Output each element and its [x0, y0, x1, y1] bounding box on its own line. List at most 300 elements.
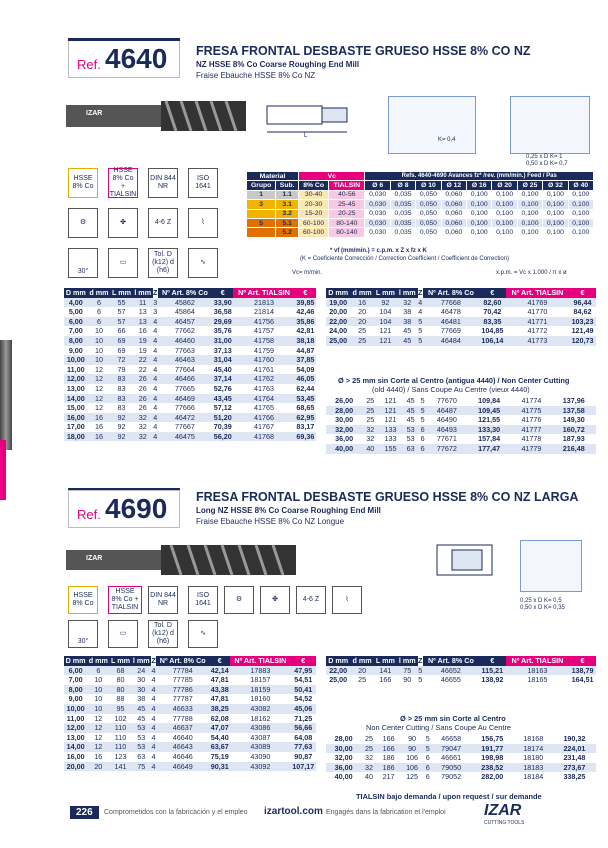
table-cell: 121: [374, 336, 397, 346]
tool-drawing-4640: [252, 98, 362, 138]
table-cell: 4: [418, 307, 423, 317]
col-header-art: Nº Art. 8% Co: [423, 656, 479, 666]
table-cell: 38: [403, 307, 412, 317]
table-cell: 21813: [233, 298, 294, 308]
col-header-eur2: €: [569, 288, 596, 298]
table-cell: 25: [358, 326, 367, 336]
table-cell: 103,23: [569, 317, 596, 327]
table-cell: 156,75: [481, 734, 504, 743]
table-cell: 80: [109, 685, 131, 695]
table-cell: 53: [132, 723, 151, 733]
table-cell: 155: [378, 444, 402, 454]
spec-hsse-2: HSSE 8% Co: [68, 586, 98, 614]
table-row: [64, 723, 316, 733]
table-cell: 41761: [254, 364, 274, 374]
table-cell: 8,00: [64, 336, 88, 346]
k-label-04: K= 0,4: [438, 137, 456, 143]
table-cell: 110: [109, 723, 131, 733]
mat-cell: 0,030: [365, 228, 390, 237]
table-cell: 53,45: [296, 393, 315, 403]
table-row: [64, 666, 316, 676]
table-cell: 107,17: [292, 761, 315, 771]
table-cell: 43090: [250, 751, 271, 761]
table-cell: 56,20: [213, 431, 232, 441]
table-cell: 104: [379, 307, 392, 317]
table-cell: 10: [88, 355, 111, 365]
table-cell: 16: [88, 432, 111, 442]
table-row: [326, 317, 596, 327]
izar-logo: [484, 802, 524, 826]
table-note-5: TIALSIN bajo demanda / upon request / sur demande: [356, 792, 542, 801]
table-4690-right-2: [326, 734, 596, 782]
table-cell: 13: [138, 307, 147, 317]
title-en-4690: Long NZ HSSE 8% Co Coarse Roughing End Mill: [196, 506, 381, 515]
table-cell: 13,00: [66, 383, 85, 393]
table-cell: 19: [133, 336, 153, 346]
col-header-eur: €: [479, 656, 506, 666]
mat-cell: 0,100: [517, 228, 542, 237]
table-cell: 45864: [174, 307, 195, 317]
cut-diagram-long: [520, 540, 582, 592]
table-cell: 64,08: [294, 732, 313, 742]
table-cell: 19: [138, 345, 147, 355]
mat-cell: 0,100: [492, 218, 517, 227]
table-cell: 109,45: [467, 406, 511, 416]
table-note-2: (old 4440) / Sans Coupe Au Centre (vieux 4440): [372, 385, 530, 394]
table-cell: 88: [116, 694, 125, 704]
table-cell: 24: [132, 666, 151, 676]
table-cell: 45,40: [213, 364, 232, 374]
table-cell: 4: [151, 742, 156, 752]
table-row: [64, 752, 316, 762]
mat-cell: 0,100: [543, 218, 568, 227]
table-cell: 46640: [172, 732, 193, 742]
profile-icon: ⌇: [188, 208, 218, 238]
table-cell: 32: [397, 298, 417, 308]
table-row: [64, 714, 316, 724]
table-cell: 5: [419, 406, 427, 416]
table-cell: 38,25: [210, 703, 229, 713]
wave-icon-2: ∿: [188, 620, 218, 648]
table-cell: 121: [378, 406, 402, 416]
table-cell: 50,41: [290, 685, 316, 695]
table-cell: 186: [382, 753, 395, 763]
table-cell: 90: [403, 675, 412, 685]
table-cell: 83: [110, 374, 133, 384]
mat-cell: 0,030: [365, 218, 390, 227]
table-cell: 104,85: [481, 326, 504, 336]
table-cell: 4: [153, 335, 158, 345]
title-4640: FRESA FRONTAL DESBASTE GRUESO HSSE 8% CO NZ: [196, 44, 531, 58]
col-header-z: Z: [153, 288, 158, 297]
table-cell: 83,35: [479, 317, 506, 327]
col-header-D: D mm: [326, 656, 350, 666]
table-cell: 166: [382, 734, 395, 743]
table-row: [326, 434, 596, 444]
title-en-4640: NZ HSSE 8% Co Coarse Roughing End Mill: [196, 60, 360, 69]
mat-note-2: (K = Coeficiente Corrección / Correction Coefficient / Coefficient de Correction): [300, 256, 510, 262]
profile-icon-2: ⌇: [332, 586, 362, 614]
table-cell: 62,08: [210, 713, 229, 723]
col-header-art: Nº Art. 8% Co: [423, 288, 479, 298]
col-header-D: D mm: [326, 288, 350, 298]
logo-text: IZAR: [484, 802, 522, 819]
table-cell: 46,05: [296, 374, 315, 384]
table-cell: 177,47: [467, 444, 511, 454]
table-cell: 92: [117, 422, 126, 432]
table-cell: 5,00: [68, 307, 83, 317]
table-cell: 43087: [250, 732, 271, 742]
table-row: [64, 298, 316, 308]
table-cell: 35,86: [296, 316, 315, 326]
table-cell: 4: [153, 412, 158, 422]
table-cell: 10: [94, 345, 103, 355]
table-cell: 5: [418, 675, 423, 685]
table-cell: 4: [151, 684, 156, 694]
table-cell: 77662: [174, 326, 195, 336]
table-cell: 77785: [172, 675, 193, 685]
table-cell: 4: [151, 751, 156, 761]
mat-cell: 60-100: [299, 228, 329, 237]
table-cell: 10,00: [64, 355, 88, 365]
table-cell: 157,84: [478, 434, 501, 444]
mat-cell: 0,100: [543, 200, 568, 209]
col-header-z: Z: [151, 656, 156, 665]
footer-right: Engagés dans la fabrication et l'emploi: [326, 809, 446, 816]
table-cell: 110: [109, 742, 131, 752]
table-cell: 46490: [436, 415, 457, 425]
table-cell: 16: [138, 326, 147, 336]
table-cell: 4: [151, 675, 156, 685]
table-row: [64, 384, 316, 394]
table-cell: 4: [153, 422, 158, 432]
mat-cell: 0,100: [492, 190, 517, 199]
table-cell: 82,60: [479, 298, 506, 308]
table-cell: 14,00: [64, 394, 88, 404]
table-cell: 16,00: [66, 751, 85, 761]
table-cell: 26: [138, 403, 147, 413]
ref-label: Ref.: [77, 507, 101, 522]
table-cell: 46481: [423, 317, 479, 327]
mat-cell: 0,100: [568, 200, 593, 209]
table-cell: 4: [151, 732, 156, 742]
table-cell: 71,25: [294, 713, 313, 723]
table-cell: 90: [408, 734, 417, 743]
mat-cell: 0,050: [416, 218, 441, 227]
table-cell: 12,00: [64, 723, 87, 733]
col-header-art2: Nº Art. TIALSIN: [506, 656, 569, 666]
table-cell: 141: [374, 666, 397, 676]
table-cell: 43082: [230, 704, 290, 714]
col-header-art2: Nº Art. TIALSIN: [233, 288, 294, 298]
table-cell: 4: [153, 374, 158, 384]
table-cell: 77668: [423, 298, 479, 308]
mat-col: Ø 10: [416, 181, 441, 190]
k-label-07: 0,50 x D K= 0,7: [526, 161, 568, 167]
table-cell: 41771: [506, 317, 569, 327]
table-cell: 40,00: [334, 772, 353, 782]
mat-row: [247, 200, 594, 209]
table-cell: 46646: [172, 751, 193, 761]
mat-cell: 0,050: [416, 228, 441, 237]
mat-col: Ø 6: [365, 181, 390, 190]
table-cell: 22,00: [326, 666, 350, 676]
table-cell: 36,00: [335, 434, 354, 444]
table-cell: 32: [133, 413, 153, 423]
table-cell: 187,93: [562, 434, 585, 444]
table-cell: 32: [361, 763, 377, 773]
table-row: [64, 733, 316, 743]
table-cell: 5: [425, 743, 430, 753]
table-cell: 216,48: [552, 444, 596, 454]
table-cell: 79052: [441, 772, 462, 782]
table-row: [64, 374, 316, 384]
table-cell: 10: [88, 336, 111, 346]
table-cell: 18183: [514, 763, 553, 773]
table-cell: 4: [153, 345, 158, 355]
table-row: [64, 346, 316, 356]
table-cell: 79047: [432, 744, 471, 754]
table-row: [64, 422, 316, 432]
table-cell: 31,00: [213, 335, 232, 345]
table-cell: 46637: [156, 723, 209, 733]
col-header-z: Z: [418, 656, 423, 665]
col-header-eur2: €: [290, 656, 316, 666]
table-cell: 18160: [250, 694, 271, 704]
table-cell: 10: [87, 685, 109, 695]
table-cell: 133,30: [467, 425, 511, 435]
mat-row: [247, 190, 594, 199]
table-cell: 13: [133, 317, 153, 327]
cross-section-icon: ✤: [108, 208, 138, 238]
table-row: [64, 403, 316, 413]
table-cell: 41776: [521, 415, 542, 425]
side-stripe: [0, 440, 6, 500]
table-row: [64, 394, 316, 404]
table-row: [326, 406, 596, 416]
table-cell: 25: [361, 744, 377, 754]
table-cell: 20: [350, 666, 373, 676]
col-header-l: l mm: [398, 288, 416, 297]
mat-cell: 60-100: [299, 218, 329, 227]
table-row: [326, 425, 596, 435]
table-cell: 12: [94, 364, 103, 374]
spec-tolerance: Tol. D (k12) d (h6): [148, 248, 178, 278]
table-row: [64, 336, 316, 346]
table-cell: 41762: [233, 374, 294, 384]
table-cell: 28,00: [326, 406, 362, 416]
table-cell: 16: [94, 422, 103, 432]
table-cell: 138,79: [569, 666, 596, 676]
table-cell: 3: [153, 307, 158, 317]
table-cell: 53: [406, 434, 415, 444]
table-row: [64, 762, 316, 772]
mat-h1: Material: [247, 172, 299, 181]
col-header-eur: €: [479, 288, 506, 298]
table-cell: 160,72: [552, 425, 596, 435]
table-cell: 32: [362, 425, 378, 435]
table-cell: 75,19: [210, 751, 229, 761]
table-cell: 69: [117, 345, 126, 355]
mat-cell: 5.1: [276, 218, 299, 227]
table-cell: 41765: [254, 403, 274, 413]
table-cell: 79: [117, 364, 126, 374]
table-4640-left: [64, 288, 316, 441]
table-cell: 4: [153, 383, 158, 393]
mat-cell: 1: [247, 190, 276, 199]
cut-diagram-full: [388, 96, 476, 154]
table-row: [326, 326, 596, 336]
table-row: [326, 336, 596, 346]
coating-icon: ⚙: [68, 208, 98, 238]
table-cell: 6: [425, 762, 430, 772]
mat-cell: 0,035: [390, 228, 415, 237]
mat-col: Ø 8: [390, 181, 415, 190]
table-cell: 4: [153, 316, 158, 326]
table-cell: 90,31: [210, 761, 229, 771]
table-cell: 190,32: [563, 734, 586, 743]
table-cell: 25,00: [326, 336, 350, 346]
mat-cell: 3.2: [276, 209, 299, 218]
col-header-art: Nº Art. 8% Co: [158, 288, 212, 298]
col-header-eur2: €: [295, 288, 316, 298]
table-cell: 12: [87, 742, 109, 752]
col-header-l: l mm: [134, 288, 152, 297]
table-cell: 149,30: [562, 415, 585, 425]
table-cell: 40: [365, 772, 374, 782]
table-cell: 4: [151, 694, 156, 704]
table-cell: 56,66: [290, 723, 316, 733]
table-cell: 46484: [423, 336, 479, 346]
table-cell: 46475: [158, 432, 212, 442]
table-cell: 46460: [158, 336, 212, 346]
mat-row: [247, 209, 594, 218]
table-cell: 35,76: [213, 326, 232, 336]
table-cell: 217: [382, 772, 395, 782]
mat-row: [247, 218, 594, 227]
table-row: [326, 444, 596, 454]
title-4690: FRESA FRONTAL DESBASTE GRUESO HSSE 8% CO NZ LARGA: [196, 490, 579, 504]
col-header-eur2: €: [569, 656, 596, 666]
table-cell: 21814: [254, 307, 274, 317]
table-cell: 12,00: [64, 374, 88, 384]
table-cell: 133: [384, 434, 397, 444]
mat-cell: 0,030: [365, 209, 390, 218]
table-cell: 68,65: [296, 403, 315, 413]
mat-cell: 0,060: [441, 218, 466, 227]
table-cell: 63: [403, 444, 419, 454]
table-cell: 4: [153, 364, 158, 374]
table-cell: 45: [406, 415, 415, 425]
table-cell: 32: [365, 753, 374, 763]
table-cell: 96,44: [569, 298, 596, 308]
table-cell: 77669: [440, 326, 461, 336]
table-cell: 30: [137, 675, 146, 685]
table-cell: 11,00: [67, 364, 85, 374]
table-row: [64, 694, 316, 704]
table-cell: 43092: [230, 762, 290, 772]
ref-number: 4690: [105, 493, 168, 524]
table-cell: 41759: [254, 345, 274, 355]
table-cell: 6: [96, 307, 101, 317]
table-cell: 16: [94, 751, 103, 761]
table-cell: 77671: [436, 434, 457, 444]
spec-iso-2: ISO 1641: [188, 586, 218, 614]
table-4690-right: [326, 656, 596, 685]
table-cell: 6: [88, 317, 111, 327]
table-cell: 6: [420, 434, 425, 444]
table-row: [326, 415, 596, 425]
table-cell: 18180: [523, 753, 544, 763]
table-cell: 238,52: [471, 763, 514, 773]
table-cell: 6: [88, 298, 111, 308]
table-cell: 37,13: [213, 345, 232, 355]
table-cell: 54,40: [210, 732, 229, 742]
table-row: [64, 317, 316, 327]
table-cell: 20,00: [64, 762, 87, 772]
table-cell: 25: [366, 396, 375, 405]
col-header-eur: €: [209, 656, 230, 666]
table-4690-left: [64, 656, 316, 771]
table-cell: 41764: [233, 394, 294, 404]
mat-cell: 0,035: [390, 218, 415, 227]
table-cell: 164,51: [571, 675, 594, 685]
table-cell: 41763: [254, 383, 274, 393]
table-cell: 46661: [441, 753, 462, 763]
table-cell: 41777: [511, 425, 551, 435]
table-cell: 282,00: [481, 772, 504, 782]
mat-cell: 15-20: [299, 209, 329, 218]
spec-hsse: HSSE 8% Co: [68, 168, 98, 198]
table-cell: 55: [110, 298, 133, 308]
table-cell: 26: [133, 374, 153, 384]
mat-cell: 25-45: [329, 200, 365, 209]
table-cell: 77672: [427, 444, 467, 454]
table-cell: 45: [132, 704, 151, 714]
spec-flutes: 4-6 Z: [148, 208, 178, 238]
table-row: [326, 772, 596, 782]
mat-cell: 0,100: [467, 228, 492, 237]
mat-cell: 0,050: [416, 200, 441, 209]
table-cell: 6: [87, 666, 109, 676]
col-header-D: D mm: [65, 288, 86, 297]
table-cell: 77670: [436, 396, 457, 405]
table-cell: 37,85: [296, 355, 315, 365]
table-cell: 45862: [158, 298, 212, 308]
table-cell: 62,44: [296, 383, 315, 393]
table-cell: 22: [133, 355, 153, 365]
table-cell: 138,92: [481, 675, 504, 685]
col-header-art2: Nº Art. TIALSIN: [506, 288, 569, 298]
col-header-z: Z: [418, 288, 423, 297]
mat-cell: 0,035: [390, 200, 415, 209]
footer-site[interactable]: izartool.com: [264, 806, 323, 817]
table-cell: 32,00: [334, 753, 353, 763]
helix-icon: 30°: [68, 248, 98, 278]
table-cell: 4: [151, 665, 156, 675]
table-cell: 137,58: [552, 406, 596, 416]
tool-drawing-4690: [432, 540, 502, 590]
col-header-d: d mm: [88, 656, 108, 665]
table-cell: 41779: [511, 444, 551, 454]
table-cell: 57: [110, 317, 133, 327]
mat-cell: [247, 228, 276, 237]
table-cell: 4: [153, 431, 158, 441]
table-cell: 46643: [156, 742, 209, 752]
table-note-4: Non Center Cutting / Sans Coupe Au Centre: [366, 723, 512, 732]
table-cell: 46466: [158, 374, 212, 384]
mat-note-1: * vf (mm/min.) = c.p.m. x Z x fz x K: [330, 248, 427, 254]
